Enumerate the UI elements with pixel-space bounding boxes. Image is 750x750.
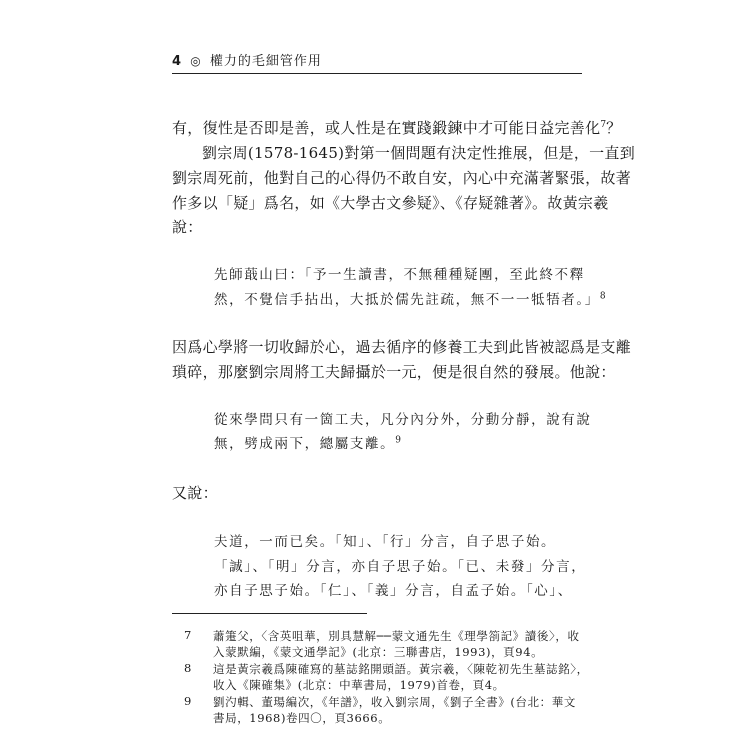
block-quote-line: 從來學問只有一箇工夫，凡分內分外，分動分靜，說有說 <box>214 412 592 428</box>
footnote-line: 這是黃宗羲爲陳確寫的墓誌銘開頭語。黃宗羲，〈陳乾初先生墓誌銘〉， <box>213 662 589 676</box>
footnote-number: 9 <box>184 694 192 708</box>
footnote-line: 書局，1968)卷四〇，頁3666。 <box>213 711 391 725</box>
paragraph-line: 作多以「疑」爲名，如《大學古文參疑》、《存疑雜著》。故黃宗羲 <box>172 194 609 212</box>
footnote-line: 劉汋輯、董瑒編次，《年譜》，收入劉宗周，《劉子全書》(台北：華文 <box>213 695 576 709</box>
footnote-line: 收入《陳確集》(北京：中華書局，1979)首卷，頁4。 <box>213 678 505 692</box>
block-quote-line: 亦自子思子始。「仁」、「義」分言，自孟子始。「心」、 <box>214 583 573 599</box>
paragraph-line: 因爲心學將一切收歸於心，過去循序的修養工夫到此皆被認爲是支離 <box>172 338 632 356</box>
footnote-number: 8 <box>184 661 192 675</box>
paragraph-line: 瑣碎，那麼劉宗周將工夫歸攝於一元，便是很自然的發展。他說： <box>172 363 616 381</box>
footnote-rule <box>172 613 367 614</box>
footnote-line: 入蒙默編，《蒙文通學記》(北京：三聯書店，1993)，頁94。 <box>213 645 544 659</box>
block-quote-line: 無，劈成兩下，總屬支離。$^9$ <box>214 435 401 452</box>
block-quote-line: 然，不覺信手拈出，大抵於儒先註疏，無不一一牴牾者。」$^8$ <box>214 291 606 308</box>
book-title: 權力的毛細管作用 <box>209 54 322 69</box>
running-head <box>172 50 322 69</box>
footnote-number: 7 <box>184 628 192 642</box>
header-rule <box>172 73 582 74</box>
footnote-ref: 9 <box>395 435 401 446</box>
separator-icon: ◎ <box>190 54 202 68</box>
block-quote-line: 先師蕺山曰：「予一生讀書，不無種種疑團，至此終不釋 <box>214 267 585 283</box>
footnote-ref: 8 <box>599 291 606 302</box>
paragraph-line: 劉宗周(1578-1645)對第一個問題有決定性推展，但是，一直到 <box>202 144 636 162</box>
paragraph-line: 又說： <box>172 484 218 502</box>
paragraph-line: 劉宗周死前，他對自己的心得仍不敢自安，內心中充滿著緊張，故著 <box>172 169 632 187</box>
page-number: 4 <box>172 54 183 69</box>
paragraph-line: 有，復性是否即是善，或人性是在實踐鍛鍊中才可能日益完善化$^7$？ <box>172 119 622 137</box>
footnote-ref: 7 <box>600 120 607 130</box>
paragraph-line: 說： <box>172 218 203 236</box>
footnote-line: 蕭箑父，〈含英咀華，別具慧解──蒙文通先生《理學箚記》讀後〉，收 <box>213 629 580 643</box>
block-quote-line: 夫道，一而已矣。「知」、「行」分言，自子思子始。 <box>214 534 557 550</box>
block-quote-line: 「誠」、「明」分言，亦自子思子始。「已、未發」分言， <box>214 559 587 575</box>
